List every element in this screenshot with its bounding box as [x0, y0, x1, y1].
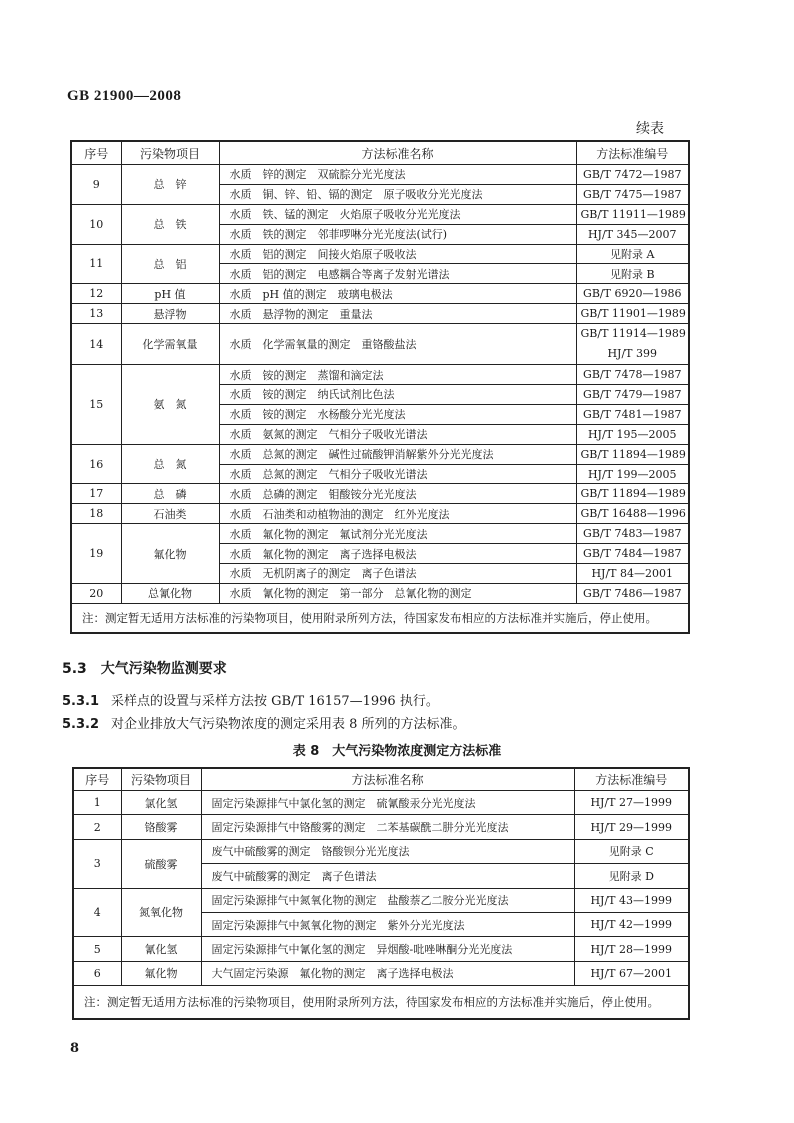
standard-code: HJ/T 399	[607, 347, 658, 361]
table-row	[73, 937, 689, 961]
method-code	[576, 504, 689, 524]
method-code	[574, 864, 689, 888]
method-code	[574, 815, 689, 839]
clause-text: 对企业排放大气污染物浓度的测定采用表 8 所列的方法标准。	[111, 717, 466, 732]
table-row	[73, 888, 689, 912]
method-code	[576, 424, 689, 444]
table-row	[71, 524, 689, 544]
standard-code: GB/T 6920—1986	[583, 287, 682, 301]
method-code	[576, 365, 689, 385]
pollutant-item: pH 值	[121, 284, 219, 304]
method-code	[576, 244, 689, 264]
row-number: 9	[71, 165, 121, 205]
method-name: 水质 铝的测定 间接火焰原子吸收法	[219, 244, 576, 264]
standard-code: GB/T 7486—1987	[583, 586, 682, 600]
column-header: 序号	[71, 141, 121, 165]
standard-code: GB/T 7483—1987	[583, 527, 682, 541]
standard-code: HJ/T 195—2005	[587, 427, 677, 441]
table-title: 表 8 大气污染物浓度测定方法标准	[292, 744, 502, 759]
pollutant-item: 化学需氧量	[121, 324, 219, 365]
method-code	[576, 484, 689, 504]
standard-code: GB/T 11901—1989	[580, 307, 686, 321]
standard-code: HJ/T 27—1999	[590, 796, 673, 810]
method-name: 固定污染源排气中氮氧化物的测定 紫外分光光度法	[201, 912, 574, 936]
standard-code: GB/T 11894—1989	[580, 487, 686, 501]
header-row	[71, 141, 689, 165]
method-code	[574, 839, 689, 863]
method-name: 水质 总磷的测定 钼酸铵分光光度法	[219, 484, 576, 504]
standard-code: GB/T 11914—1989	[580, 327, 686, 341]
method-name: 水质 氟化物的测定 氟试剂分光光度法	[219, 524, 576, 544]
method-code	[576, 224, 689, 244]
pollutant-item: 总 氮	[121, 444, 219, 484]
table-note: 注：测定暂无适用方法标准的污染物项目，使用附录所列方法，待国家发布相应的方法标准并实施后，停止使用。	[73, 986, 689, 1019]
method-name: 固定污染源排气中氯化氢的测定 硫氰酸汞分光光度法	[201, 791, 574, 815]
standard-code: HJ/T 67—2001	[590, 966, 673, 980]
standard-code: HJ/T 84—2001	[591, 566, 674, 580]
section-heading: 5.3 大气污染物监测要求	[62, 661, 227, 677]
standard-code: HJ/T 42—1999	[590, 918, 673, 932]
paragraph-5-3-2	[62, 713, 466, 732]
row-number: 2	[73, 815, 121, 839]
standard-code: GB/T 11894—1989	[580, 447, 686, 461]
standard-code: GB/T 7472—1987	[583, 167, 682, 181]
method-code	[576, 544, 689, 564]
method-name: 水质 pH 值的测定 玻璃电极法	[219, 284, 576, 304]
standard-code: HJ/T 28—1999	[590, 942, 673, 956]
standard-code: 见附录 D	[608, 869, 654, 883]
row-number: 6	[73, 961, 121, 985]
method-name: 水质 铵的测定 水杨酸分光光度法	[219, 404, 576, 424]
method-code	[576, 524, 689, 544]
table-row	[71, 365, 689, 385]
row-number: 18	[71, 504, 121, 524]
column-header: 污染物项目	[121, 141, 219, 165]
pollutant-item: 石油类	[121, 504, 219, 524]
column-header: 方法标准名称	[201, 768, 574, 791]
table-row	[71, 244, 689, 264]
row-number: 10	[71, 204, 121, 244]
method-name: 大气固定污染源 氟化物的测定 离子选择电极法	[201, 961, 574, 985]
row-number: 14	[71, 324, 121, 365]
pollutant-item: 总 铝	[121, 244, 219, 284]
standard-code: HJ/T 43—1999	[590, 893, 673, 907]
standard-code: GB/T 16488—1996	[580, 507, 686, 521]
column-header: 方法标准编号	[576, 141, 689, 165]
method-name: 废气中硫酸雾的测定 离子色谱法	[201, 864, 574, 888]
continued-label: 续表	[636, 121, 664, 137]
method-code	[576, 444, 689, 464]
table-row	[71, 284, 689, 304]
standard-number: GB 21900—2008	[67, 88, 182, 104]
column-header: 方法标准名称	[219, 141, 576, 165]
method-name: 水质 铵的测定 纳氏试剂比色法	[219, 385, 576, 405]
column-header: 序号	[73, 768, 121, 791]
table-row	[71, 304, 689, 324]
table-row	[73, 839, 689, 863]
row-number: 4	[73, 888, 121, 937]
pollutant-item: 总氰化物	[121, 583, 219, 603]
method-name: 水质 铝的测定 电感耦合等离子发射光谱法	[219, 264, 576, 284]
pollutant-item: 总 铁	[121, 204, 219, 244]
method-name: 水质 总氮的测定 碱性过硫酸钾消解紫外分光光度法	[219, 444, 576, 464]
method-code	[576, 404, 689, 424]
method-name: 水质 铵的测定 蒸馏和滴定法	[219, 365, 576, 385]
method-name: 水质 总氮的测定 气相分子吸收光谱法	[219, 464, 576, 484]
pollutant-item: 硫酸雾	[121, 839, 201, 888]
method-code	[576, 304, 689, 324]
standard-code: GB/T 7478—1987	[583, 368, 682, 382]
pollutant-item: 氰化氢	[121, 937, 201, 961]
standard-code: GB/T 11911—1989	[580, 207, 686, 221]
pollutant-item: 氯化氢	[121, 791, 201, 815]
method-code	[576, 583, 689, 603]
method-code	[576, 165, 689, 185]
standard-code: GB/T 7481—1987	[583, 407, 682, 421]
method-code	[576, 464, 689, 484]
table-row	[71, 324, 689, 365]
table-row	[73, 961, 689, 985]
pollutant-item: 氟化物	[121, 961, 201, 985]
method-name: 固定污染源排气中铬酸雾的测定 二苯基碳酰二肼分光光度法	[201, 815, 574, 839]
table-row	[71, 165, 689, 185]
method-code	[574, 912, 689, 936]
pollutant-item: 悬浮物	[121, 304, 219, 324]
method-name: 废气中硫酸雾的测定 铬酸钡分光光度法	[201, 839, 574, 863]
standard-code: HJ/T 345—2007	[587, 227, 677, 241]
row-number: 12	[71, 284, 121, 304]
column-header: 污染物项目	[121, 768, 201, 791]
pollutant-item: 铬酸雾	[121, 815, 201, 839]
method-name: 水质 石油类和动植物油的测定 红外光度法	[219, 504, 576, 524]
method-name: 水质 悬浮物的测定 重量法	[219, 304, 576, 324]
row-number: 15	[71, 365, 121, 445]
water-methods-table	[70, 140, 690, 634]
method-code	[576, 204, 689, 224]
row-number: 3	[73, 839, 121, 888]
method-name: 水质 铜、锌、铅、镉的测定 原子吸收分光光度法	[219, 184, 576, 204]
method-name: 水质 氟化物的测定 离子选择电极法	[219, 544, 576, 564]
pollutant-item: 氨 氮	[121, 365, 219, 445]
table-row	[71, 204, 689, 224]
method-name: 水质 化学需氧量的测定 重铬酸盐法	[219, 324, 576, 365]
row-number: 20	[71, 583, 121, 603]
table-row	[73, 791, 689, 815]
table-row	[71, 504, 689, 524]
method-code	[576, 385, 689, 405]
note-row	[73, 986, 689, 1019]
clause-number: 5.3.1	[62, 694, 100, 709]
paragraph-5-3-1	[62, 690, 439, 709]
standard-code: GB/T 7475—1987	[583, 187, 682, 201]
pollutant-item: 总 磷	[121, 484, 219, 504]
header-row	[73, 768, 689, 791]
method-name: 水质 铁的测定 邻菲啰啉分光光度法(试行)	[219, 224, 576, 244]
row-number: 13	[71, 304, 121, 324]
standard-code: HJ/T 199—2005	[587, 467, 677, 481]
method-code	[576, 184, 689, 204]
table-row	[71, 583, 689, 603]
method-code	[576, 264, 689, 284]
air-methods-table	[72, 767, 690, 1020]
method-code	[574, 937, 689, 961]
standard-code: 见附录 A	[610, 248, 655, 261]
method-name: 水质 锌的测定 双硫腙分光光度法	[219, 165, 576, 185]
clause-text: 采样点的设置与采样方法按 GB/T 16157—1996 执行。	[111, 694, 439, 709]
row-number: 11	[71, 244, 121, 284]
method-code	[576, 324, 689, 365]
method-code	[574, 888, 689, 912]
table-row	[71, 444, 689, 464]
row-number: 17	[71, 484, 121, 504]
method-name: 水质 氰化物的测定 第一部分 总氰化物的测定	[219, 583, 576, 603]
clause-number: 5.3.2	[62, 717, 100, 732]
table-note: 注：测定暂无适用方法标准的污染物项目，使用附录所列方法，待国家发布相应的方法标准并实施后，停止使用。	[71, 603, 689, 633]
method-code	[576, 564, 689, 584]
method-code	[574, 961, 689, 985]
method-name: 水质 无机阴离子的测定 离子色谱法	[219, 564, 576, 584]
row-number: 16	[71, 444, 121, 484]
pollutant-item: 总 锌	[121, 165, 219, 205]
table-row	[71, 484, 689, 504]
row-number: 19	[71, 524, 121, 584]
standard-code: 见附录 C	[608, 845, 654, 859]
row-number: 1	[73, 791, 121, 815]
table-row	[73, 815, 689, 839]
method-name: 水质 铁、锰的测定 火焰原子吸收分光光度法	[219, 204, 576, 224]
method-code	[576, 284, 689, 304]
pollutant-item: 氮氧化物	[121, 888, 201, 937]
standard-code: GB/T 7484—1987	[583, 547, 682, 561]
pollutant-item: 氟化物	[121, 524, 219, 584]
method-name: 固定污染源排气中氰化氢的测定 异烟酸-吡唑啉酮分光光度法	[201, 937, 574, 961]
row-number: 5	[73, 937, 121, 961]
standard-code: HJ/T 29—1999	[590, 820, 673, 834]
method-name: 水质 氨氮的测定 气相分子吸收光谱法	[219, 424, 576, 444]
column-header: 方法标准编号	[574, 768, 689, 791]
note-row	[71, 603, 689, 633]
page-number: 8	[70, 1041, 80, 1056]
method-code	[574, 791, 689, 815]
standard-code: 见附录 B	[609, 267, 655, 281]
standard-code: GB/T 7479—1987	[583, 387, 682, 401]
method-name: 固定污染源排气中氮氧化物的测定 盐酸萘乙二胺分光光度法	[201, 888, 574, 912]
